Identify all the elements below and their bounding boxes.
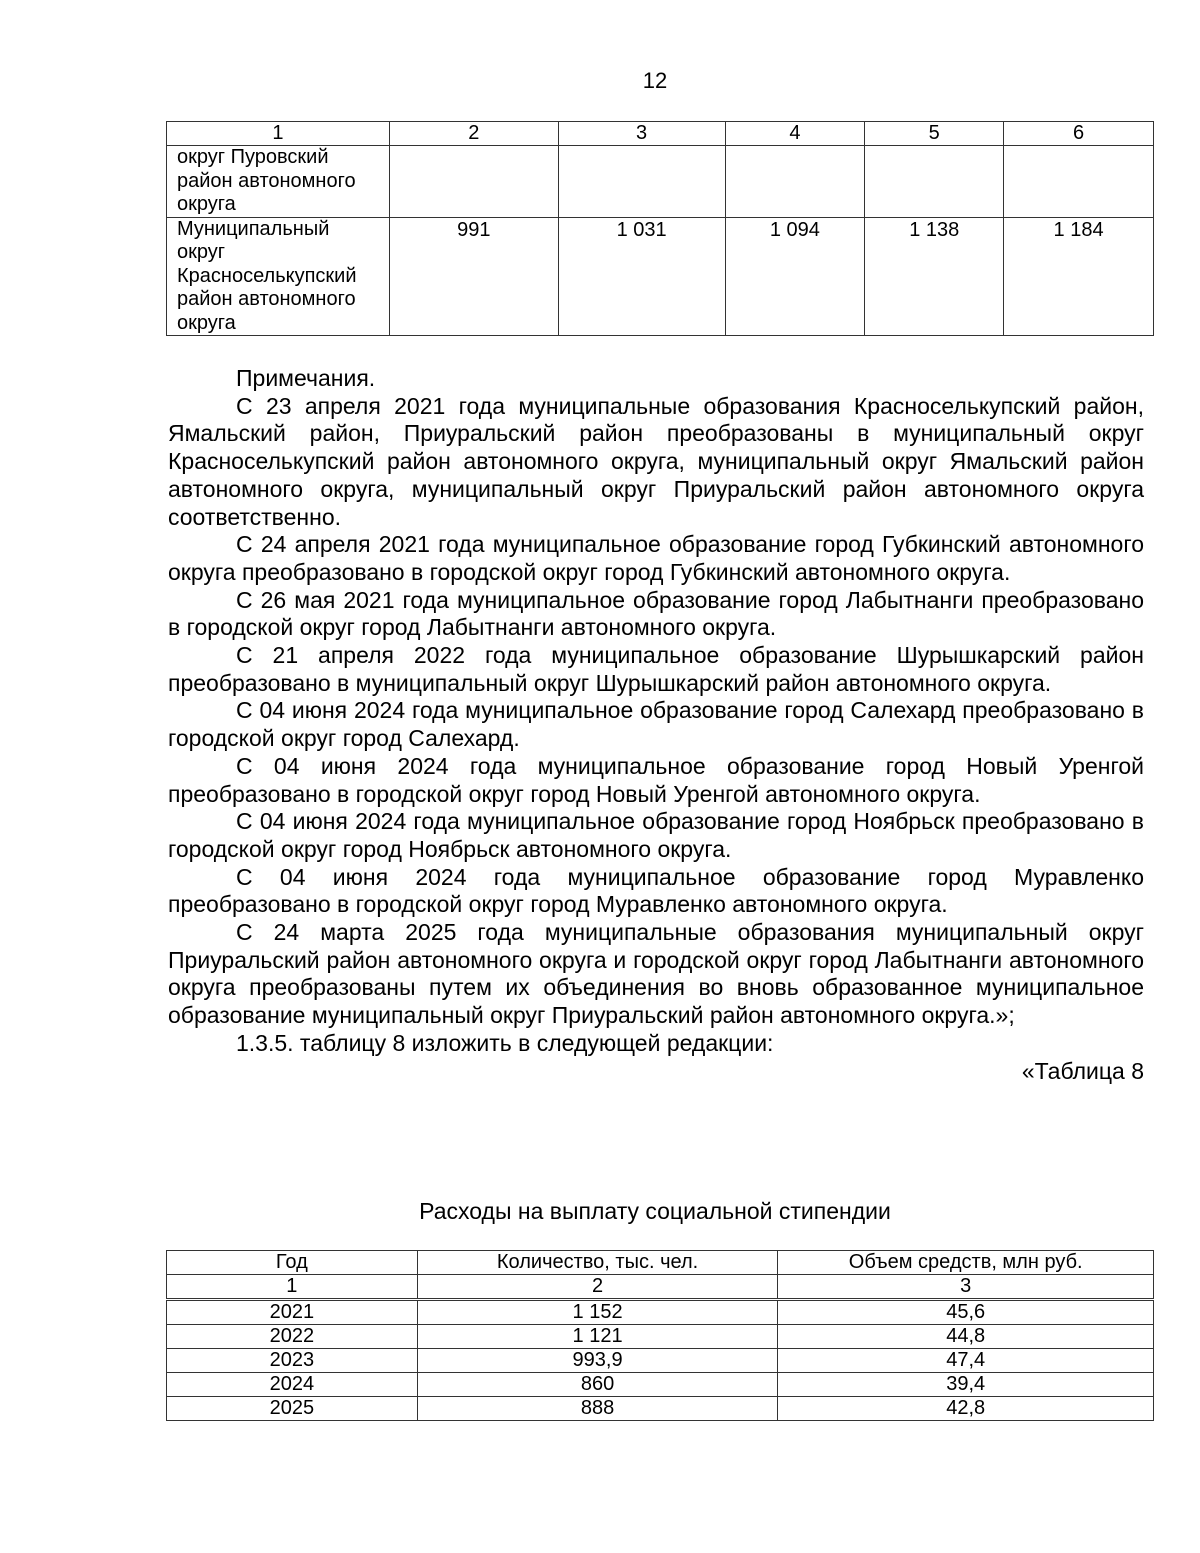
value-cell: 1 094 [725, 217, 865, 336]
notes-section [168, 365, 1144, 1085]
row-name-line: округ [177, 241, 226, 263]
amount-cell: 45,6 [778, 1300, 1154, 1325]
table-row [167, 1300, 1154, 1325]
column-number: 1 [167, 1275, 418, 1300]
row-name-cell [167, 146, 390, 218]
note-paragraph: С 04 июня 2024 года муниципальное образование город Салехард преобразовано в городской округ город Салехард. [168, 697, 1144, 752]
header-cell: Количество, тыс. чел. [417, 1251, 778, 1275]
note-paragraph: С 04 июня 2024 года муниципальное образование город Новый Уренгой преобразовано в городской округ город Новый Уренгой автономного округа. [168, 752, 1144, 807]
column-number: 3 [778, 1275, 1154, 1300]
row-name-line: округа [177, 193, 236, 215]
scholarship-table [166, 1250, 1154, 1421]
note-paragraph: С 04 июня 2024 года муниципальное образование город Ноябрьск преобразовано в городской округ город Ноябрьск автономного округа. [168, 808, 1144, 862]
table-row [167, 217, 1154, 336]
page-number: 12 [642, 68, 668, 93]
column-number: 2 [389, 122, 558, 146]
note-paragraph: С 24 апреля 2021 года муниципальное образование город Губкинский автономного округа преобразовано в городской округ город Губкинский автономного округа. [168, 531, 1144, 585]
value-cell [389, 146, 558, 218]
row-name-line: район автономного [177, 169, 356, 192]
value-cell: 991 [389, 217, 558, 336]
amount-cell: 44,8 [778, 1325, 1154, 1349]
table-row [167, 1349, 1154, 1373]
column-number: 6 [1004, 122, 1154, 146]
table-header-row [167, 122, 1154, 146]
year-cell: 2021 [167, 1300, 418, 1325]
value-cell [1004, 146, 1154, 218]
row-name-line: округ Пуровский [177, 146, 329, 168]
note-paragraph: С 23 апреля 2021 года муниципальные образования Красноселькупский район, Ямальский район, Приуральский район преобразованы в муниципальный округ Красноселькупский район автономного округа, муниципальный округ Ямальский район автономного округа, муниципальный округ Приуральский район автономного округа соответственно. [168, 392, 1144, 530]
note-paragraph: С 24 марта 2025 года муниципальные образования муниципальный округ Приуральский район автономного округа и городской округ город Лабытнанги автономного округа преобразованы путем их объединения во вновь образованное муниципальное образование муниципальный округ Приуральский район автономного округа.»; [168, 919, 1144, 1029]
quantity-cell: 860 [417, 1373, 778, 1397]
column-number: 5 [865, 122, 1004, 146]
row-name-line: округа [177, 311, 236, 334]
note-paragraph: С 21 апреля 2022 года муниципальное образование Шурышкарский район преобразовано в муниципальный округ Шурышкарский район автономного округа. [168, 642, 1144, 696]
table-row [167, 146, 1154, 218]
value-cell [865, 146, 1004, 218]
quantity-cell: 1 152 [417, 1300, 778, 1325]
column-number: 3 [558, 122, 725, 146]
quantity-cell: 888 [417, 1397, 778, 1421]
amount-cell: 39,4 [778, 1373, 1154, 1397]
header-cell: Объем средств, млн руб. [778, 1251, 1154, 1275]
table-row [167, 1373, 1154, 1397]
row-name-line: район автономного [177, 288, 356, 310]
table-header-row [167, 1251, 1154, 1275]
row-name-line: Муниципальный [177, 217, 330, 240]
column-number: 1 [167, 122, 390, 146]
table-row [167, 1397, 1154, 1421]
value-cell: 1 184 [1004, 217, 1154, 336]
instruction-paragraph: 1.3.5. таблицу 8 изложить в следующей редакции: [236, 1029, 774, 1056]
note-paragraph: С 04 июня 2024 года муниципальное образование город Муравленко преобразовано в городской округ город Муравленко автономного округа. [168, 863, 1144, 918]
year-cell: 2024 [167, 1373, 418, 1397]
quantity-cell: 1 121 [417, 1325, 778, 1349]
table-row [167, 1325, 1154, 1349]
value-cell [558, 146, 725, 218]
header-cell: Год [167, 1251, 418, 1275]
row-name-line: Красноселькупский [177, 264, 357, 287]
note-paragraph: С 26 мая 2021 года муниципальное образование город Лабытнанги преобразовано в городской округ город Лабытнанги автономного округа. [168, 586, 1144, 641]
amount-cell: 47,4 [778, 1349, 1154, 1373]
column-number: 4 [725, 122, 865, 146]
value-cell: 1 031 [558, 217, 725, 336]
table-caption: Расходы на выплату социальной стипендии [419, 1198, 891, 1224]
row-name-cell [167, 217, 390, 336]
quantity-cell: 993,9 [417, 1349, 778, 1373]
year-cell: 2022 [167, 1325, 418, 1349]
amount-cell: 42,8 [778, 1397, 1154, 1421]
year-cell: 2023 [167, 1349, 418, 1373]
column-number-row [167, 1275, 1154, 1300]
year-cell: 2025 [167, 1397, 418, 1421]
column-number: 2 [417, 1275, 778, 1300]
value-cell [725, 146, 865, 218]
table-label: «Таблица 8 [1021, 1057, 1144, 1084]
notes-title: Примечания. [236, 365, 376, 391]
value-cell: 1 138 [865, 217, 1004, 336]
continued-table [166, 121, 1154, 336]
